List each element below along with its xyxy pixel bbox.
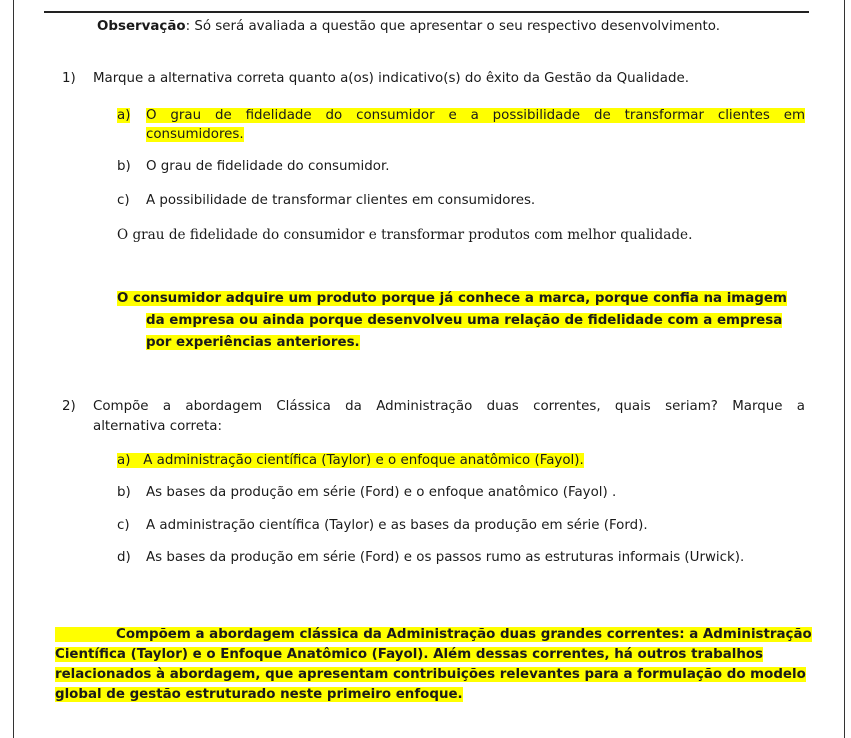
page-border-right — [844, 0, 845, 738]
observation-text: : Só será avaliada a questão que apresentar o seu respectivo desenvolvimento. — [185, 19, 720, 34]
header-rule — [44, 11, 809, 13]
question-2-number: 2) — [62, 399, 76, 414]
q1-option-b-text: O grau de fidelidade do consumidor. — [146, 159, 390, 174]
q1-answer-line3: por experiências anteriores. — [146, 335, 360, 350]
q2-option-d-text: As bases da produção em série (Ford) e os passos rumo as estruturas informais (Urwick). — [146, 550, 745, 565]
q1-option-a-letter: a) — [117, 108, 131, 123]
observation-label: Observação — [97, 19, 186, 34]
question-2-stem-line1: Compõe a abordagem Clássica da Administração duas correntes, quais seriam? Marque a — [93, 399, 805, 414]
q2-answer-line1: Compõem a abordagem clássica da Administração duas grandes correntes: a Administração — [55, 626, 812, 644]
q1-option-b-letter: b) — [117, 159, 131, 174]
q2-option-d-letter: d) — [117, 550, 131, 565]
q2-answer-line2: Científica (Taylor) e o Enfoque Anatômico (Fayol). Além dessas correntes, há outros trabalhos — [55, 647, 764, 662]
q2-answer-line3: relacionados à abordagem, que apresentam contribuições relevantes para a formulação do modelo — [55, 667, 806, 682]
q1-answer-line1: O consumidor adquire um produto porque já conhece a marca, porque confia na imagem — [117, 291, 787, 306]
q2-option-b-letter: b) — [117, 485, 131, 500]
q1-option-a-line2: consumidores. — [146, 127, 244, 142]
q2-option-a: a) A administração científica (Taylor) e o enfoque anatômico (Fayol). — [117, 453, 584, 468]
question-1-number: 1) — [62, 71, 76, 86]
question-2-stem-line2: alternativa correta: — [93, 419, 222, 434]
observation-note — [97, 18, 720, 36]
page-border-left — [13, 0, 14, 738]
question-1-stem: Marque a alternativa correta quanto a(os) indicativo(s) do êxito da Gestão da Qualidade. — [93, 71, 690, 86]
q1-option-a-line1: O grau de fidelidade do consumidor e a possibilidade de transformar clientes em — [146, 108, 805, 123]
q1-option-d-text: O grau de fidelidade do consumidor e transformar produtos com melhor qualidade. — [117, 227, 693, 243]
q1-answer-line2: da empresa ou ainda porque desenvolveu uma relação de fidelidade com a empresa — [146, 313, 783, 328]
q1-option-c-letter: c) — [117, 193, 130, 208]
q2-option-b-text: As bases da produção em série (Ford) e o enfoque anatômico (Fayol) . — [146, 485, 617, 500]
q2-answer-line4: global de gestão estruturado neste primeiro enfoque. — [55, 687, 463, 702]
q2-option-c-text: A administração científica (Taylor) e as bases da produção em série (Ford). — [146, 518, 648, 533]
q2-option-c-letter: c) — [117, 518, 130, 533]
q1-option-c-text: A possibilidade de transformar clientes em consumidores. — [146, 193, 536, 208]
